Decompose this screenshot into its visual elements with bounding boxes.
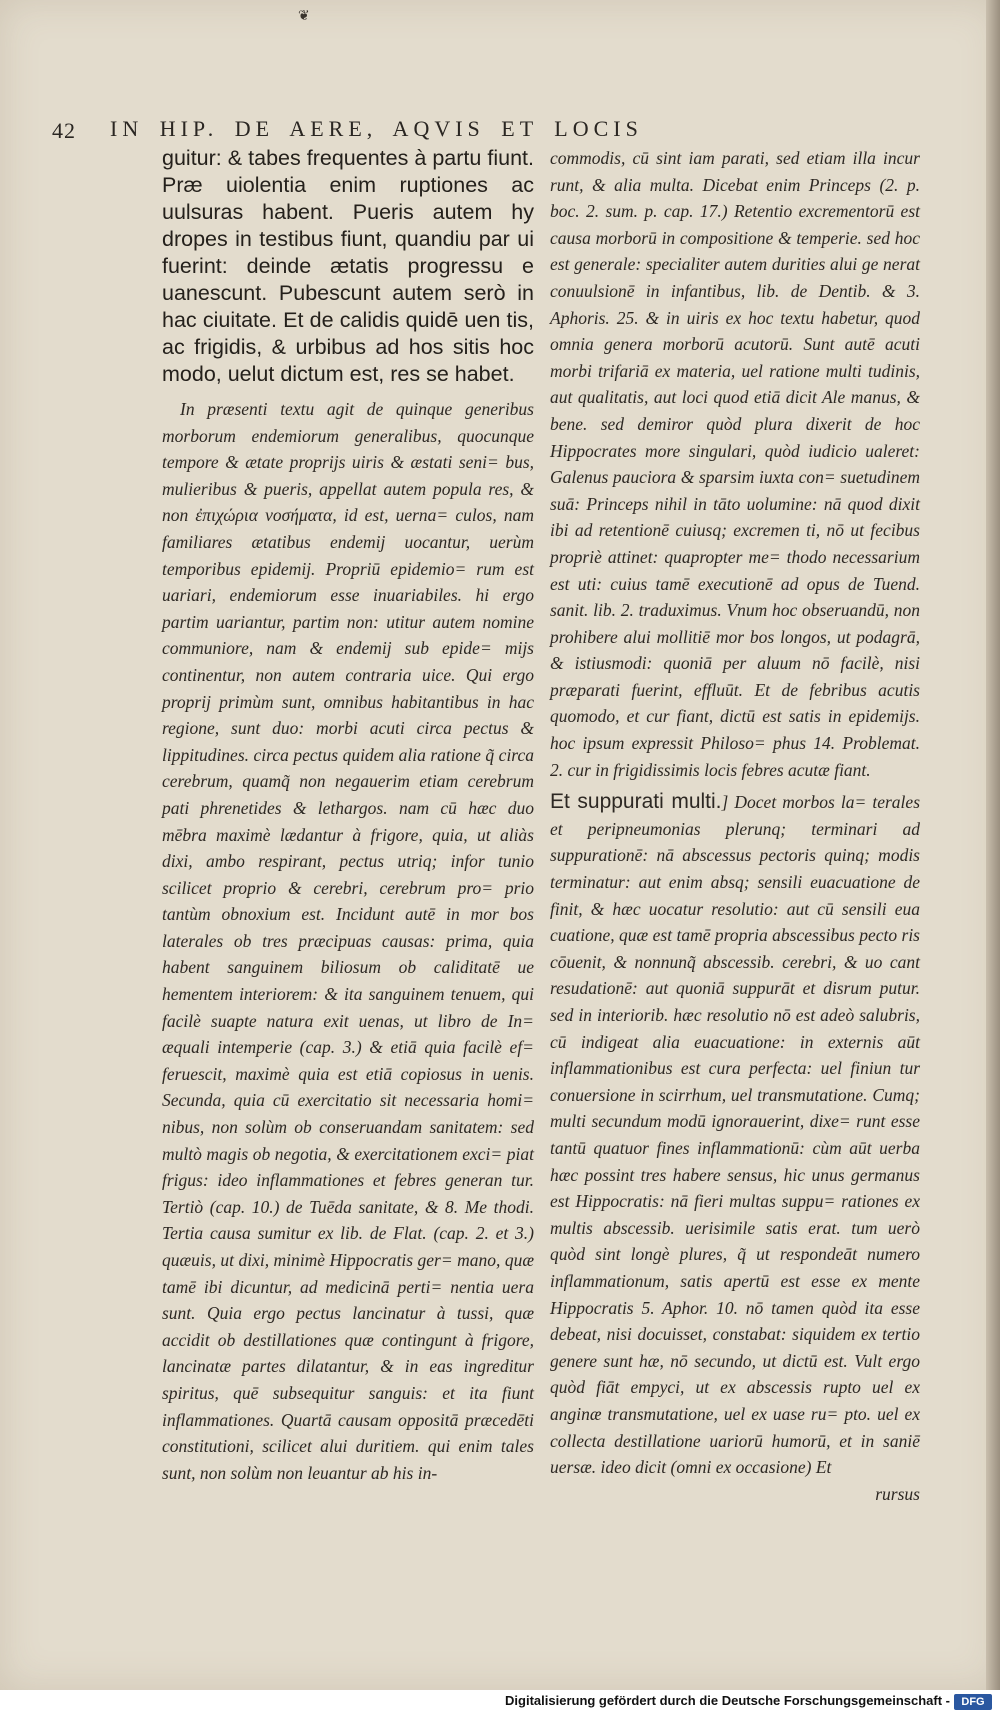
running-title: IN HIP. DE AERE, AQVIS ET LOCIS	[110, 116, 643, 141]
commentary-right-2: ] Docet morbos la= terales et peripneumonias plerunq; terminari ad suppurationē: nā abscessus pectoris quinq; modis terminatur: aut enim absq; sensili euacuatione de finit, & hæc uocatur resolutio: aut cū sensili eua cuatione, quæ est tamē propria abscessibus pecto ris cōuenit, & nonnunq̃ abscessib. cerebri, & uo cant resudationē: aut quoniā suppurāt et disrum putur. sed in interiorib. hæc resolutio nō est adeò salubris, cū indigeat alia euacuatione: in externis aūt inflammationibus est cura perfecta: uel finiun tur conuersione in scirrhum, uel transmutatione. Cumq; multi secundum modū ignorauerint, dixe= runt esse tantū quatuor fines inflammationū: cùm aūt uerba hæc possint tres habere sensus, hic unus germanus est Hippocratis: nā fieri multas suppu= rationes ex multis abscessib. uerisimile satis erat. tum uerò quòd sint longè plures, q̃ ut respondeāt numero inflammationum, satis apertū est esse ex mente Hippocratis 5. Aphor. 10. nō tamen quòd ita esse debeat, nisi docuisset, constabat: siquidem ex tertio genere sunt hæ, nō secundo, ut dictū est. Vult ergo quòd fiāt empyci, ut ex abscessis rupto uel ex anginæ transmutatione, uel ex uase ru= pto. uel ex collecta destillatione uariorū humorū, et in saniē uersæ. ideo dicit (omni ex occasione) Et	[550, 792, 920, 1478]
catchword: rursus	[875, 1483, 920, 1504]
ornament-icon: ❦	[298, 8, 310, 24]
page-number: 42	[52, 118, 76, 143]
right-column	[550, 145, 920, 1507]
lemma-paragraph	[550, 789, 920, 1480]
lead-text: guitur: & tabes frequentes à partu fiunt. Præ uiolentia enim ruptiones ac uulsuras habent. Pueris autem hy dropes in testibus fiunt, quandiu par ui fuerint: deinde ætatis progressu e uanescunt. Pubescunt autem serò in hac ciuitate. Et de calidis quidē uen tis, ac frigidis, & urbibus ad hos sitis hoc modo, uelut dictum est, res se habet.	[162, 146, 534, 386]
left-column	[162, 145, 534, 1486]
commentary-left: In præsenti textu agit de quinque generibus morborum endemiorum generalibus, quocunque tempore & ætate proprijs uiris & æstati seni= bus, mulieribus & pueris, appellat autem popula res, & non ἐπιχώρια νοσήματα, id est, uerna= culos, nam familiares ætatibus endemij uocantur, uerùm temporibus epidemij. Propriū epidemio= rum est uariari, endemiorum esse inuariabiles. hi ergo partim uariantur, partim non: utitur autem nomine communiore, nam & endemij sub epide= mijs continentur, non autem contraria uice. Qui ergo proprij primùm sunt, omnibus habitantibus in hac regione, sunt duo: morbi acuti circa pectus & lippitudines. circa pectus quidem alia ratione q̃ circa cerebrum, quamq̃ non negauerim etiam cerebrum pati phrenetides & lethargos. nam cū hæc duo mēbra maximè lædantur à frigore, quia, ut aliàs dixi, ambo respirant, pectus utriq; infor tunio scilicet proprio & cerebri, cerebrum pro= prio tantùm obnoxium est. Incidunt autē in mor bos laterales ob tres præcipuas causas: prima, quia habent sanguinem biliosum ob caliditatē ue hementem interiorem: & ita sanguinem tenuem, qui facilè suapte natura exit uenas, ut libro de In= æquali intemperie (cap. 3.) & etiā quia facilè ef= feruescit, maximè quia est etiā copiosus in uenis. Secunda, quia cū exercitatio sit necessaria homi= nibus, non solùm ob conseruandam sanitatem: sed multò magis ob negotia, & exercitationem exci= piat frigus: ideo inflammationes et febres generan tur. Tertiò (cap. 10.) de Tuēda sanitate, & 8. Me thodi. Tertia causa sumitur ex lib. de Flat. (cap. 2. et 3.) quæuis, ut dixi, minimè Hippocratis ger= mano, quæ tamē ibi dicuntur, ad medicinā perti= nentia uera sunt. Quia ergo pectus lancinatur à tussi, quæ accidit ob destillationes quæ contingunt à frigore, lancinatæ partes dilatantur, & in eas ingreditur spiritus, quē subsequitur sanguis: et ita fiunt inflammationes. Quartā causam oppositā præcedēti constitutioni, scilicet alui duritiem. qui enim tales sunt, non solùm non leuantur ab his in-	[162, 399, 534, 1483]
dfg-logo-icon: DFG	[954, 1694, 992, 1710]
footer-credit: Digitalisierung gefördert durch die Deutsche Forschungsgemeinschaft -	[505, 1693, 950, 1708]
commentary-right-1: commodis, cū sint iam parati, sed etiam illa incur runt, & alia multa. Dicebat enim Princeps (2. p. boc. 2. sum. p. cap. 17.) Retentio excrementorū est causa morborū in compositione & temperie. sed hoc est generale: specialiter autem durities alui ge nerat conuulsionē in infantibus, lib. de Dentib. & 3. Aphoris. 25. & in uiris ex hoc textu habetur, quod omnia genera morborū acutorū. Sunt autē acuti morbi trifariā ex materia, uel ratione multi tudinis, aut qualitatis, aut loci quod etiā dicit Ale manus, & bene. sed demiror quòd plura dixerit de hoc Hippocrates more singulari, quòd iudicio ualeret: Galenus pauciora & sparsim iuxta con= suetudinem suā: Princeps nihil in tāto uolumine: nā quod dixit ibi ad retentionē cuiusq; excremen ti, nō ut fecibus propriè attinet: quapropter me= thodo necessarium est uti: cuius tamē executionē ad opus de Tuend. sanit. lib. 2. traduximus. Vnum hoc obseruandū, non prohibere alui mollitiē mor bos longos, ut podagrā, & istiusmodi: quoniā per aluum nō facilè, nisi præparati fuerint, effluūt. Et de febribus acutis quomodo, et cur fiant, dictū est satis in epidemijs. hoc ipsum expressit Philoso= phus 14. Problemat. 2. cur in frigidissimis locis febres acutæ fiant.	[550, 148, 920, 780]
lemma: Et suppurati multi.	[550, 790, 722, 814]
